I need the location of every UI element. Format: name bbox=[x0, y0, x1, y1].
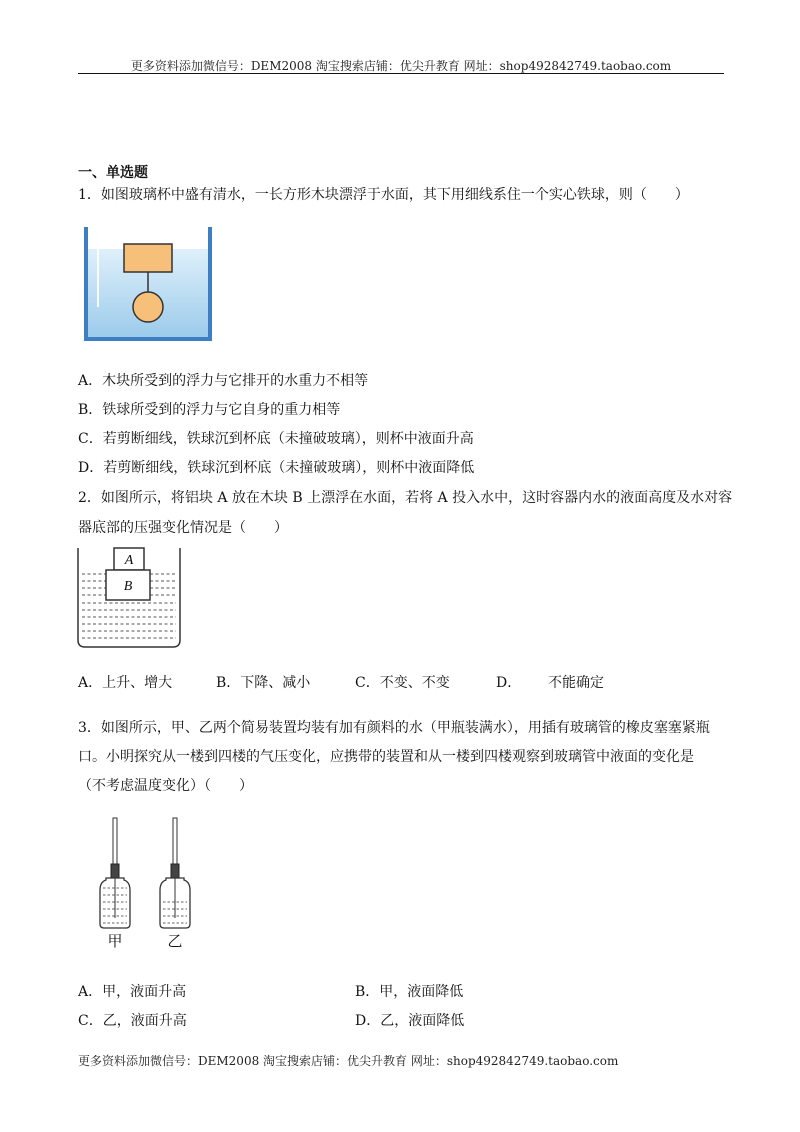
q3-figure bbox=[96, 818, 196, 950]
page-footer: 更多资料添加微信号：DEM2008 淘宝搜索店铺：优尖升教育 网址：shop492842749.taobao.com bbox=[78, 1054, 619, 1068]
q3-stem-line2: 口。小明探究从一楼到四楼的气压变化，应携带的装置和从一楼到四楼观察到玻璃管中液面的变化是 bbox=[78, 749, 694, 765]
q1-option-b: B．铁球所受到的浮力与它自身的重力相等 bbox=[78, 402, 341, 418]
q3-label-jia: 甲 bbox=[107, 932, 123, 950]
q2-option-a: A．上升、增大 bbox=[78, 675, 173, 691]
q2-label-a: A bbox=[124, 553, 134, 568]
q2-option-d: D． bbox=[496, 675, 522, 691]
q3-stem-line1: 3．如图所示，甲、乙两个简易装置均装有加有颜料的水（甲瓶装满水），用插有玻璃管的橡皮塞塞紧瓶 bbox=[78, 720, 710, 736]
q1-stem: 1．如图玻璃杯中盛有清水，一长方形木块漂浮于水面，其下用细线系住一个实心铁球，则（ ） bbox=[78, 187, 689, 203]
q2-stem-line1: 2．如图所示，将铝块 A 放在木块 B 上漂浮在水面，若将 A 投入水中，这时容器内水的液面高度及水对容 bbox=[78, 490, 733, 506]
q1-option-c: C．若剪断细线，铁球沉到杯底（未撞破玻璃），则杯中液面升高 bbox=[78, 431, 474, 447]
q3-bottle-yi bbox=[160, 818, 190, 928]
q3-option-a: A．甲，液面升高 bbox=[78, 984, 187, 1000]
q1-wood-block bbox=[124, 244, 172, 272]
page-header: 更多资料添加微信号：DEM2008 淘宝搜索店铺：优尖升教育 网址：shop492842749.taobao.com bbox=[130, 59, 672, 73]
q1-option-d: D．若剪断细线，铁球沉到杯底（未撞破玻璃），则杯中液面降低 bbox=[78, 460, 475, 476]
section-title: 一、单选题 bbox=[78, 165, 148, 181]
q1-option-a: A．木块所受到的浮力与它排开的水重力不相等 bbox=[78, 373, 369, 389]
q3-option-d: D．乙，液面降低 bbox=[355, 1013, 465, 1029]
q2-option-c: C．不变、不变 bbox=[355, 675, 450, 691]
q3-option-b: B．甲，液面降低 bbox=[355, 984, 464, 1000]
q2-figure bbox=[76, 546, 182, 650]
q3-bottle-jia bbox=[100, 818, 130, 928]
q2-option-d-text: 不能确定 bbox=[548, 675, 604, 691]
q2-option-b: B．下降、减小 bbox=[216, 675, 311, 691]
q1-iron-ball bbox=[133, 292, 163, 322]
q2-label-b: B bbox=[123, 579, 133, 594]
q3-stem-line3: （不考虑温度变化）（ ） bbox=[78, 778, 253, 794]
q1-figure bbox=[84, 227, 212, 343]
q3-option-c: C．乙，液面升高 bbox=[78, 1013, 187, 1029]
header-divider bbox=[78, 73, 724, 74]
q3-label-yi: 乙 bbox=[167, 932, 183, 950]
q2-stem-line2: 器底部的压强变化情况是（ ） bbox=[78, 520, 288, 536]
